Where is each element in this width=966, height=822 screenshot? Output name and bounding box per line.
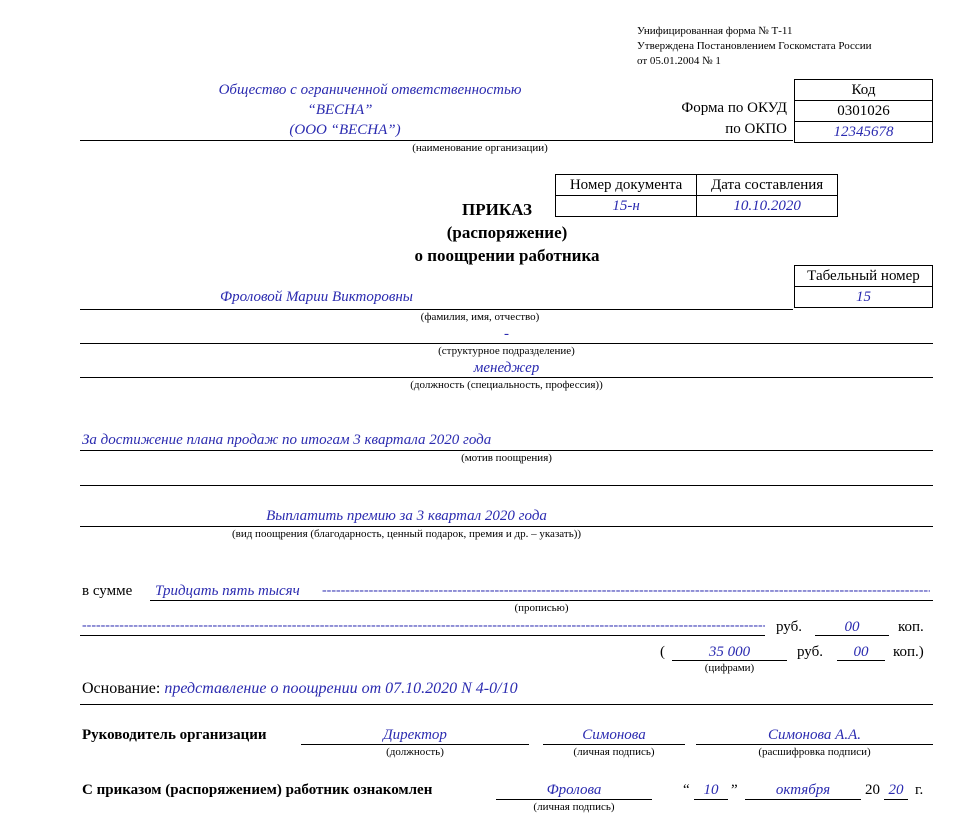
ack-signature-caption: (личная подпись) bbox=[533, 801, 615, 813]
ack-month-line bbox=[745, 799, 861, 800]
basis-label: Основание: bbox=[82, 680, 161, 697]
title-subject: о поощрении работника bbox=[414, 246, 600, 265]
doc-number-table bbox=[555, 174, 838, 217]
title-prikaz: ПРИКАЗ bbox=[462, 200, 532, 219]
department-caption: (структурное подразделение) bbox=[438, 345, 575, 357]
motive-text: За достижение плана продаж по итогам 3 квартала 2020 года bbox=[82, 432, 492, 448]
ack-signature-line bbox=[496, 799, 652, 800]
head-position-line bbox=[301, 744, 529, 745]
motive-line bbox=[80, 450, 933, 451]
doc-date-value: 10.10.2020 bbox=[697, 196, 838, 217]
head-decoding: Симонова А.А. bbox=[767, 727, 861, 743]
org-name-line: Общество с ограниченной ответственностью bbox=[218, 82, 522, 98]
okud-value: 0301026 bbox=[795, 101, 933, 122]
codes-header: Код bbox=[795, 80, 933, 101]
kop-label: коп. bbox=[898, 619, 924, 635]
basis-text: представление о поощрении от 07.10.2020 N 4-0/10 bbox=[164, 680, 518, 697]
department-line bbox=[80, 343, 933, 344]
doc-date-header: Дата составления bbox=[697, 175, 838, 196]
ack-month: октября bbox=[775, 782, 831, 798]
motive-caption: (мотив поощрения) bbox=[461, 452, 552, 464]
form-header-line: Унифицированная форма № Т-11 bbox=[637, 25, 793, 37]
reward-line bbox=[80, 526, 933, 527]
doc-number-value: 15-н bbox=[556, 196, 697, 217]
reward-text: Выплатить премию за 3 квартал 2020 года bbox=[266, 508, 547, 524]
ack-label: С приказом (распоряжением) работник ознакомлен bbox=[82, 782, 433, 798]
ack-signature: Фролова bbox=[546, 782, 602, 798]
sum-second-dashes bbox=[82, 618, 765, 634]
doc-number-header: Номер документа bbox=[556, 175, 697, 196]
basis-line bbox=[80, 704, 933, 705]
kop-value-2: 00 bbox=[853, 644, 869, 660]
open-paren: ( bbox=[660, 644, 665, 660]
okpo-value: 12345678 bbox=[795, 122, 933, 143]
kop-line bbox=[815, 635, 889, 636]
head-label: Руководитель организации bbox=[82, 727, 267, 743]
tab-number-header: Табельный номер bbox=[795, 266, 933, 287]
org-name-line: (ООО “ВЕСНА”) bbox=[289, 122, 401, 138]
quote-open: “ bbox=[683, 782, 690, 798]
ack-year-suffix: 20 bbox=[888, 782, 904, 798]
head-signature-line bbox=[543, 744, 685, 745]
ack-year-prefix: 20 bbox=[865, 782, 880, 798]
basis bbox=[82, 680, 518, 698]
sum-digits: 35 000 bbox=[708, 644, 751, 660]
org-caption: (наименование организации) bbox=[412, 142, 548, 154]
ack-year-line bbox=[884, 799, 908, 800]
title-rasporyazhenie: (распоряжение) bbox=[446, 223, 568, 242]
head-signature-caption: (личная подпись) bbox=[573, 746, 655, 758]
ack-day-line bbox=[694, 799, 728, 800]
okud-label: Форма по ОКУД bbox=[681, 100, 787, 116]
rub-label-2: руб. bbox=[797, 644, 823, 660]
head-position-caption: (должность) bbox=[386, 746, 444, 758]
sum-digits-caption: (цифрами) bbox=[704, 662, 755, 674]
head-decoding-caption: (расшифровка подписи) bbox=[758, 746, 871, 758]
sum-label: в сумме bbox=[82, 583, 133, 599]
sum-words-line bbox=[150, 600, 933, 601]
employee-name-line bbox=[80, 309, 793, 310]
codes-table bbox=[794, 79, 933, 143]
tab-number-table bbox=[794, 265, 933, 308]
department-value: - bbox=[504, 326, 509, 342]
org-name bbox=[170, 80, 570, 140]
sum-words-dashes bbox=[322, 583, 930, 599]
position-line bbox=[80, 377, 933, 378]
sum-words-caption: (прописью) bbox=[514, 602, 569, 614]
ack-year-label: г. bbox=[915, 782, 924, 798]
sum-digits-line bbox=[672, 660, 787, 661]
sum-words: Тридцать пять тысяч bbox=[155, 583, 300, 599]
motive-line-2 bbox=[80, 485, 933, 486]
okpo-label: по ОКПО bbox=[725, 121, 787, 137]
org-underline bbox=[80, 140, 793, 141]
form-header-line: от 05.01.2004 № 1 bbox=[637, 55, 721, 67]
kop-line-2 bbox=[837, 660, 885, 661]
reward-caption: (вид поощрения (благодарность, ценный подарок, премия и др. – указать)) bbox=[231, 528, 582, 540]
sum-second-line bbox=[80, 635, 765, 636]
org-name-line: “ВЕСНА” bbox=[307, 102, 373, 118]
tab-number-value: 15 bbox=[795, 287, 933, 308]
employee-name-caption: (фамилия, имя, отчество) bbox=[420, 311, 540, 323]
head-decoding-line bbox=[696, 744, 933, 745]
form-header bbox=[637, 24, 872, 69]
position-caption: (должность (специальность, профессия)) bbox=[410, 379, 603, 391]
quote-close: ” bbox=[731, 782, 738, 798]
kop-label-2: коп.) bbox=[893, 644, 924, 660]
position-value: менеджер bbox=[473, 360, 540, 376]
head-position: Директор bbox=[383, 727, 447, 743]
employee-name: Фроловой Марии Викторовны bbox=[220, 289, 413, 305]
kop-value: 00 bbox=[844, 619, 860, 635]
ack-day: 10 bbox=[703, 782, 719, 798]
form-header-line: Утверждена Постановлением Госкомстата России bbox=[637, 40, 872, 52]
rub-label: руб. bbox=[776, 619, 802, 635]
head-signature: Симонова bbox=[582, 727, 646, 743]
